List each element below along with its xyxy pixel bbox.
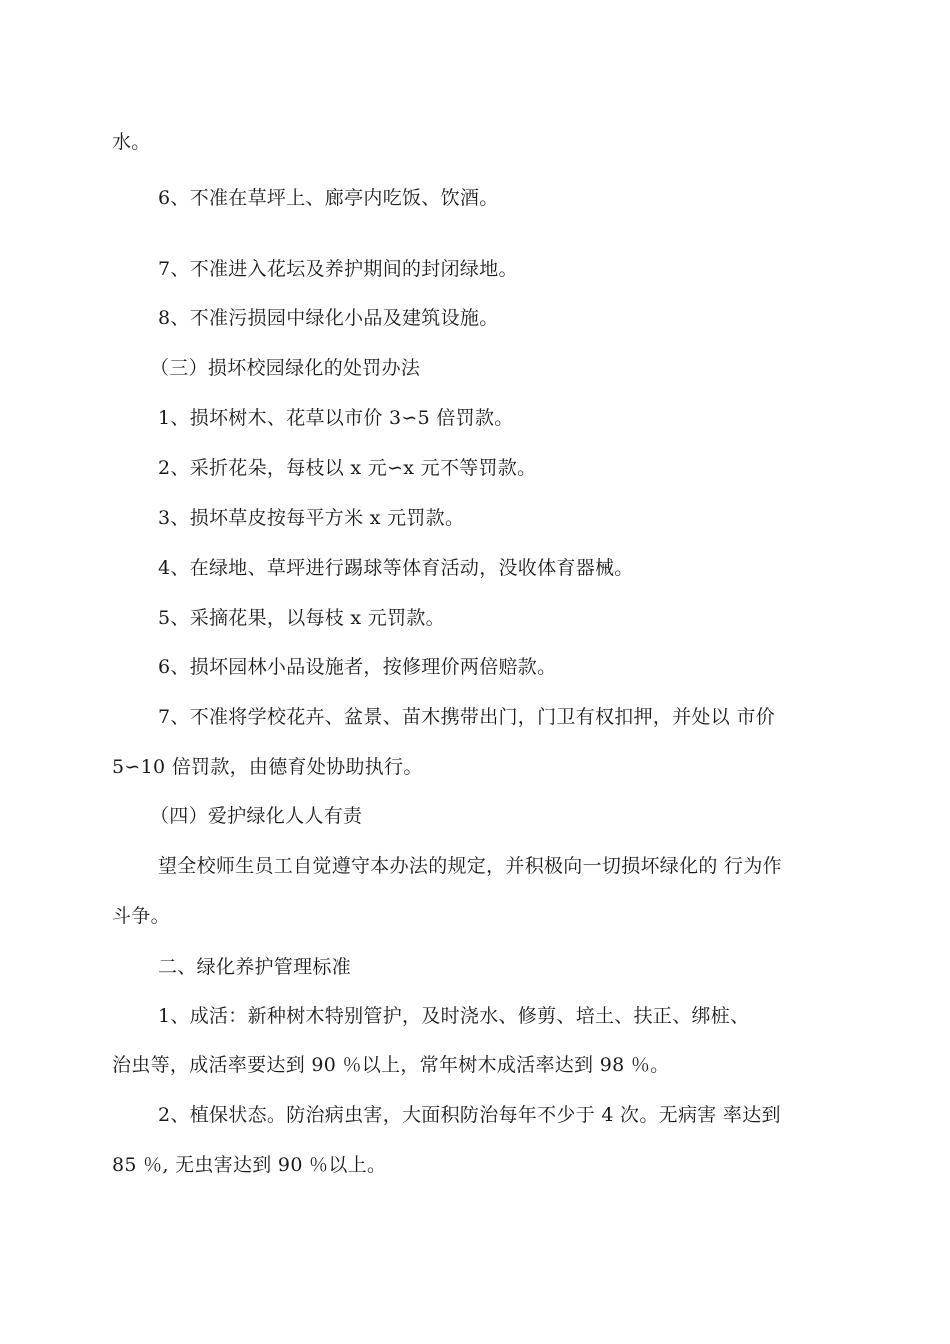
text-line: 3、损坏草皮按每平方米 x 元罚款。 (158, 507, 465, 529)
text-line: 5、采摘花果，以每枝 x 元罚款。 (158, 607, 445, 629)
text-line: 8、不准污损园中绿化小品及建筑设施。 (158, 307, 499, 329)
text-line: 7、不准进入花坛及养护期间的封闭绿地。 (158, 258, 518, 280)
text-line: 7、不准将学校花卉、盆景、苗木携带出门，门卫有权扣押，并处以 市价 (158, 706, 776, 728)
section-heading: 二、绿化养护管理标准 (158, 956, 352, 978)
text-line: 水。 (112, 131, 151, 153)
text-line: 1、损坏树木、花草以市价 3∽5 倍罚款。 (158, 407, 514, 429)
text-line: 6、损坏园林小品设施者，按修理价两倍赔款。 (158, 656, 557, 678)
text-line: 6、不准在草坪上、廊亭内吃饭、饮酒。 (158, 187, 499, 209)
text-line: 斗争。 (112, 905, 170, 927)
text-line: 4、在绿地、草坪进行踢球等体育活动，没收体育器械。 (158, 557, 634, 579)
text-line: 2、植保状态。防治病虫害，大面积防治每年不少于 4 次。无病害 率达到 (158, 1104, 781, 1126)
text-line: 1、成活：新种树木特别管护，及时浇水、修剪、培土、扶正、绑桩、 (158, 1005, 750, 1027)
section-heading: （四）爱护绿化人人有责 (150, 805, 363, 827)
text-line: 望全校师生员工自觉遵守本办法的规定，并积极向一切损坏绿化的 行为作 (158, 855, 782, 877)
text-line: 5∽10 倍罚款，由德育处协助执行。 (112, 756, 423, 778)
section-heading: （三）损坏校园绿化的处罚办法 (150, 357, 421, 379)
text-line: 2、采折花朵，每枝以 x 元∽x 元不等罚款。 (158, 457, 537, 479)
text-line: 治虫等，成活率要达到 90 ％以上，常年树木成活率达到 98 ％。 (112, 1054, 670, 1076)
text-line: 85 ％, 无虫害达到 90 ％以上。 (112, 1154, 387, 1176)
